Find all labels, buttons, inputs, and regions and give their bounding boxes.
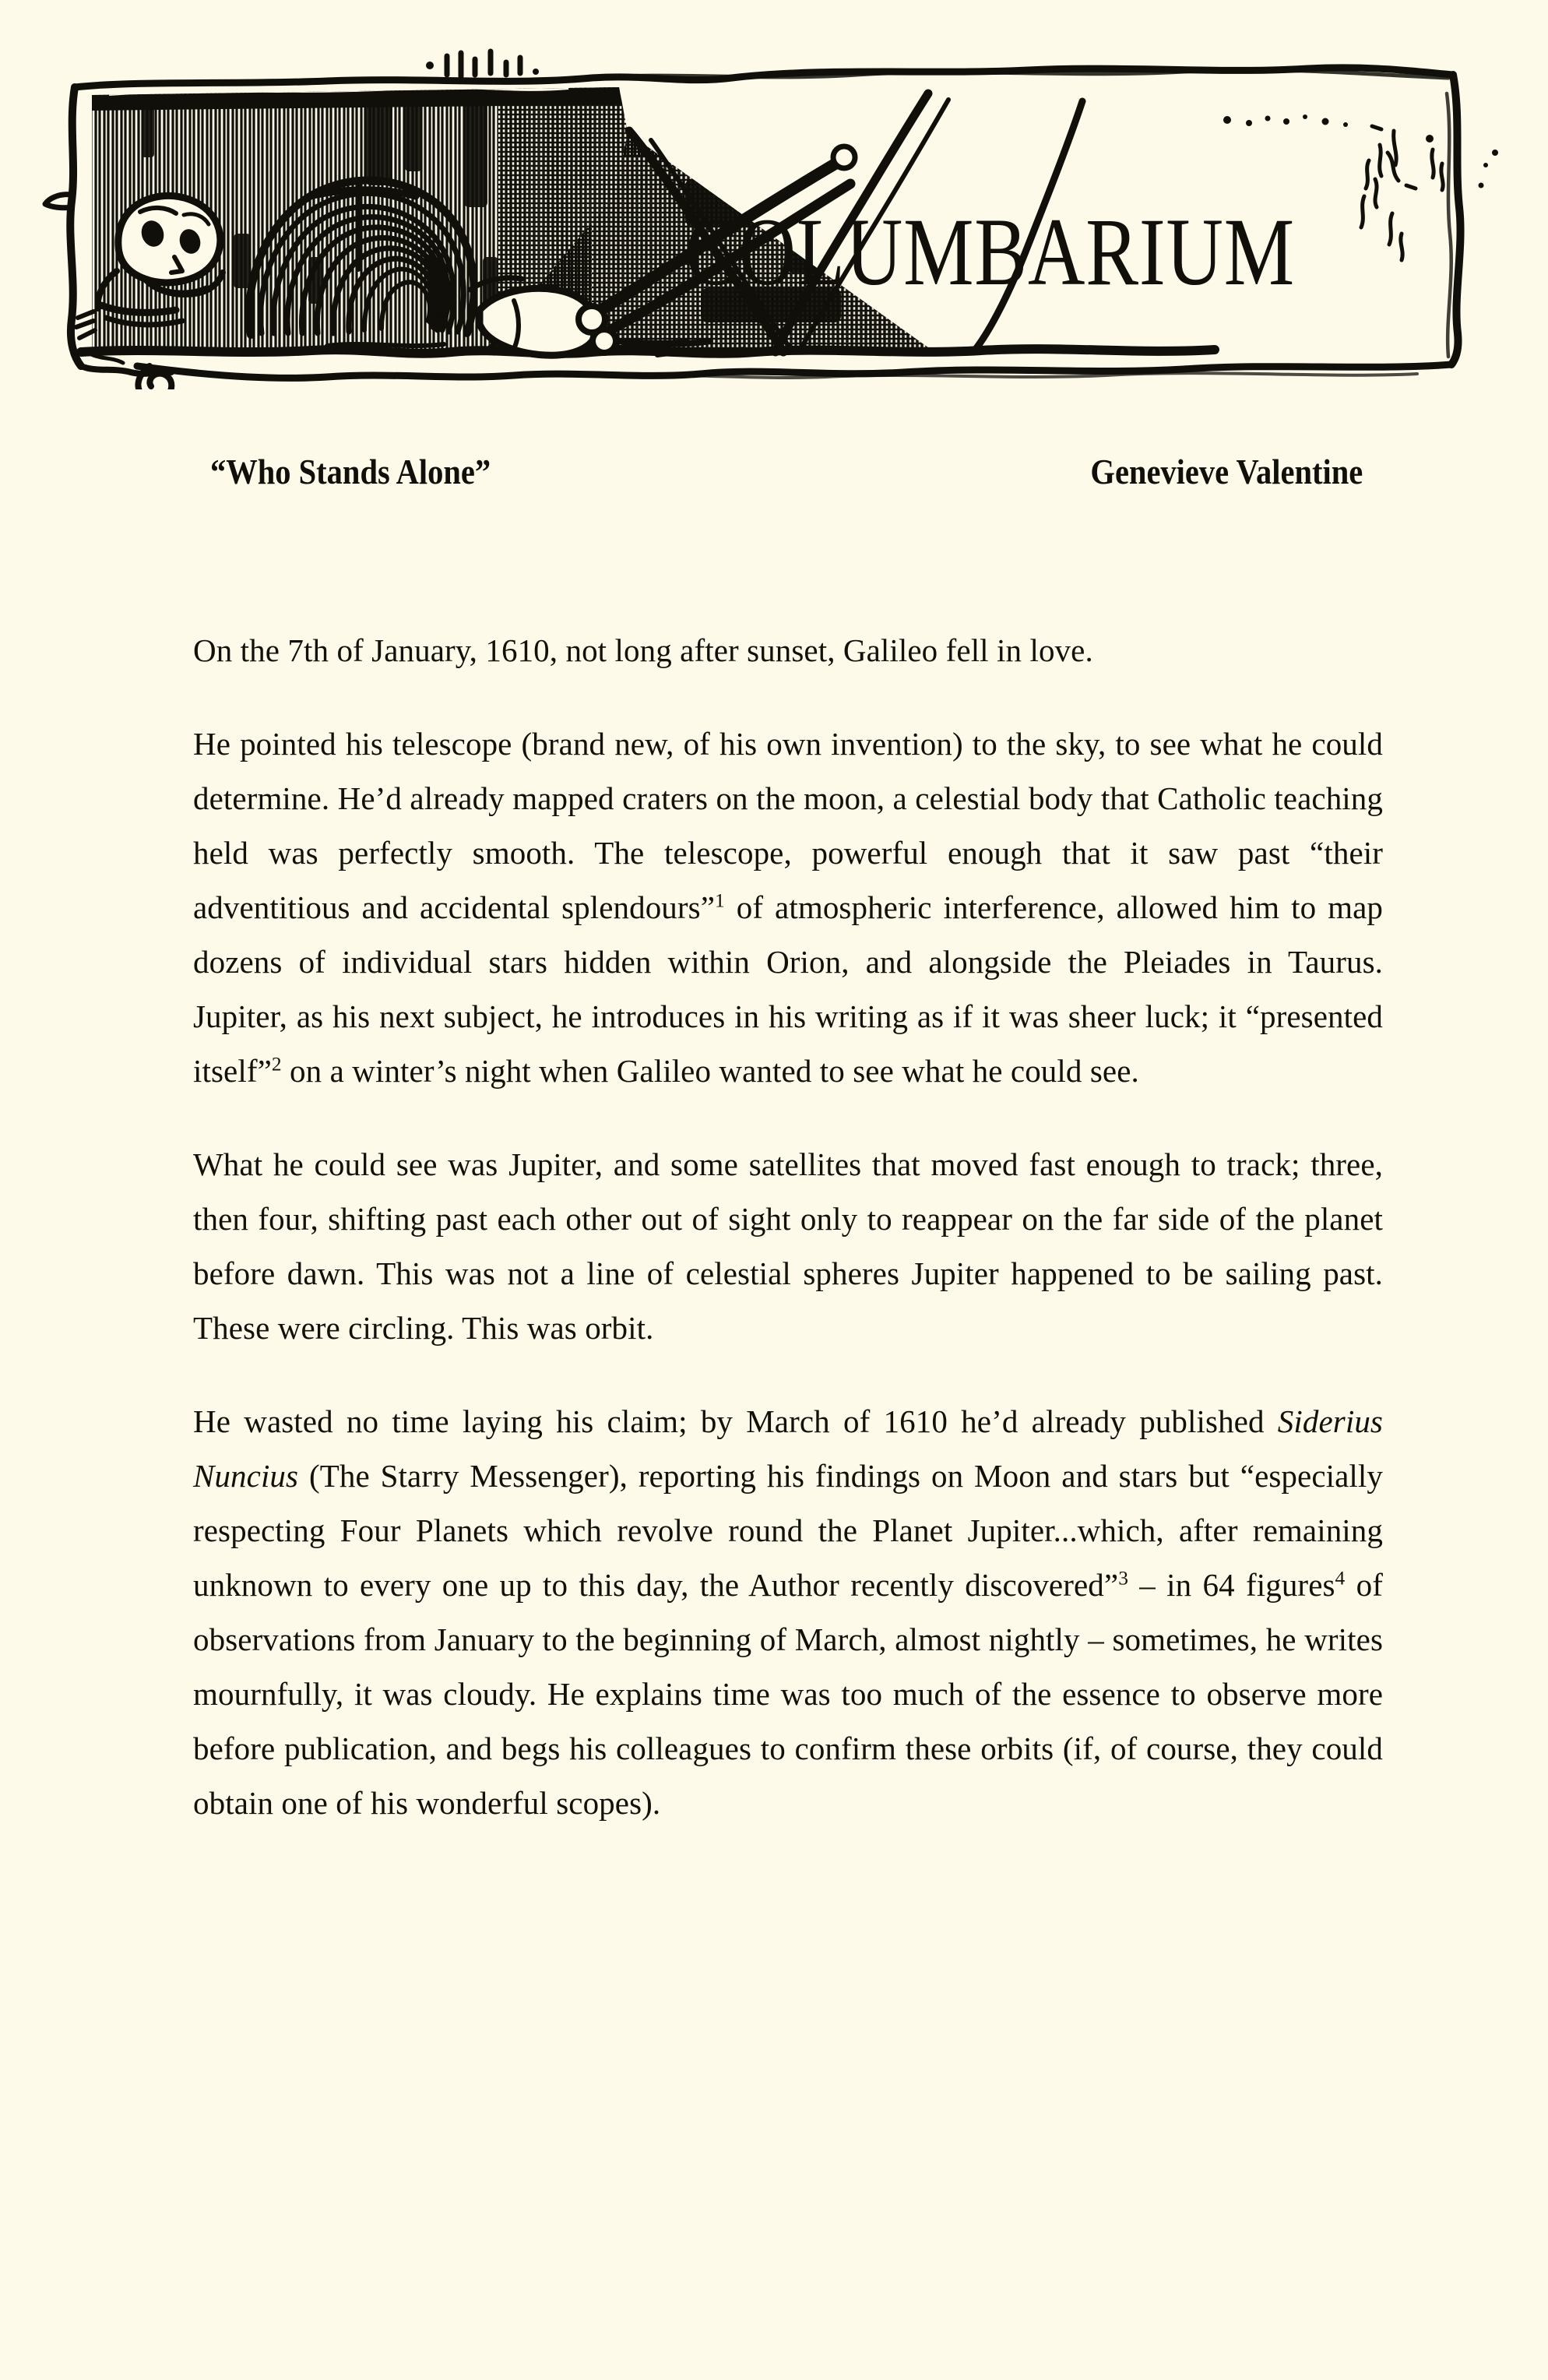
story-title: “Who Stands Alone” [210, 452, 491, 491]
paragraph-2-part-c: on a winter’s night when Galileo wanted to see what he could see. [281, 1053, 1139, 1089]
page-title: COLUMBARIUM [685, 199, 1295, 305]
footnote-marker-2: 2 [271, 1053, 282, 1076]
byline [195, 452, 1378, 492]
book-title-siderius-nuncius: Siderius Nuncius [193, 1403, 1383, 1494]
masthead-banner [0, 0, 1548, 389]
paragraph-1-text: On the 7th of January, 1610, not long after sunset, Galileo fell in love. [193, 632, 1093, 668]
paragraph-4 [193, 1394, 1383, 1830]
paragraph-4-part-c: – in 64 figures [1128, 1567, 1335, 1603]
footnote-marker-4: 4 [1335, 1567, 1346, 1590]
masthead-illustration [0, 0, 1548, 389]
paragraph-2 [193, 716, 1383, 1098]
footnote-marker-3: 3 [1118, 1567, 1128, 1590]
paragraph-4-part-a: He wasted no time laying his claim; by March of 1610 he’d already published [193, 1403, 1278, 1439]
article-body [193, 623, 1383, 1830]
paragraph-1 [193, 623, 1383, 678]
paragraph-2-part-b: of atmospheric interference, allowed him to map dozens of individual stars hidden within Orion, and alongside the Pleiades in Taurus. Jupiter, as his next subject, he introduces in his writing as if it was sheer luck; it “presented itself” [193, 889, 1383, 1089]
paragraph-3-text: What he could see was Jupiter, and some satellites that moved fast enough to track; three, then four, shifting past each other out of sight only to reappear on the far side of the planet before dawn. This was not a line of celestial spheres Jupiter happened to be sailing past. These were circling. This was orbit. [193, 1146, 1383, 1346]
footnote-marker-1: 1 [715, 889, 725, 912]
paragraph-2-part-a: He pointed his telescope (brand new, of his own invention) to the sky, to see what he could determine. He’d already mapped craters on the moon, a celestial body that Catholic teaching held was perfectly smooth. The telescope, powerful enough that it saw past “their adventitious and accidental splendours” [193, 726, 1383, 925]
paragraph-4-part-b: (The Starry Messenger), reporting his findings on Moon and stars but “especially respecting Four Planets which revolve round the Planet Jupiter...which, after remaining unknown to every one up to this day, the Author recently discovered” [193, 1458, 1383, 1603]
paragraph-3 [193, 1137, 1383, 1355]
paragraph-4-part-d: of observations from January to the beginning of March, almost nightly – sometimes, he writes mournfully, it was cloudy. He explains time was too much of the essence to observe more before publication, and begs his colleagues to confirm these orbits (if, of course, they could obtain one of his wonderful scopes). [193, 1567, 1383, 1821]
story-author: Genevieve Valentine [1090, 452, 1363, 491]
